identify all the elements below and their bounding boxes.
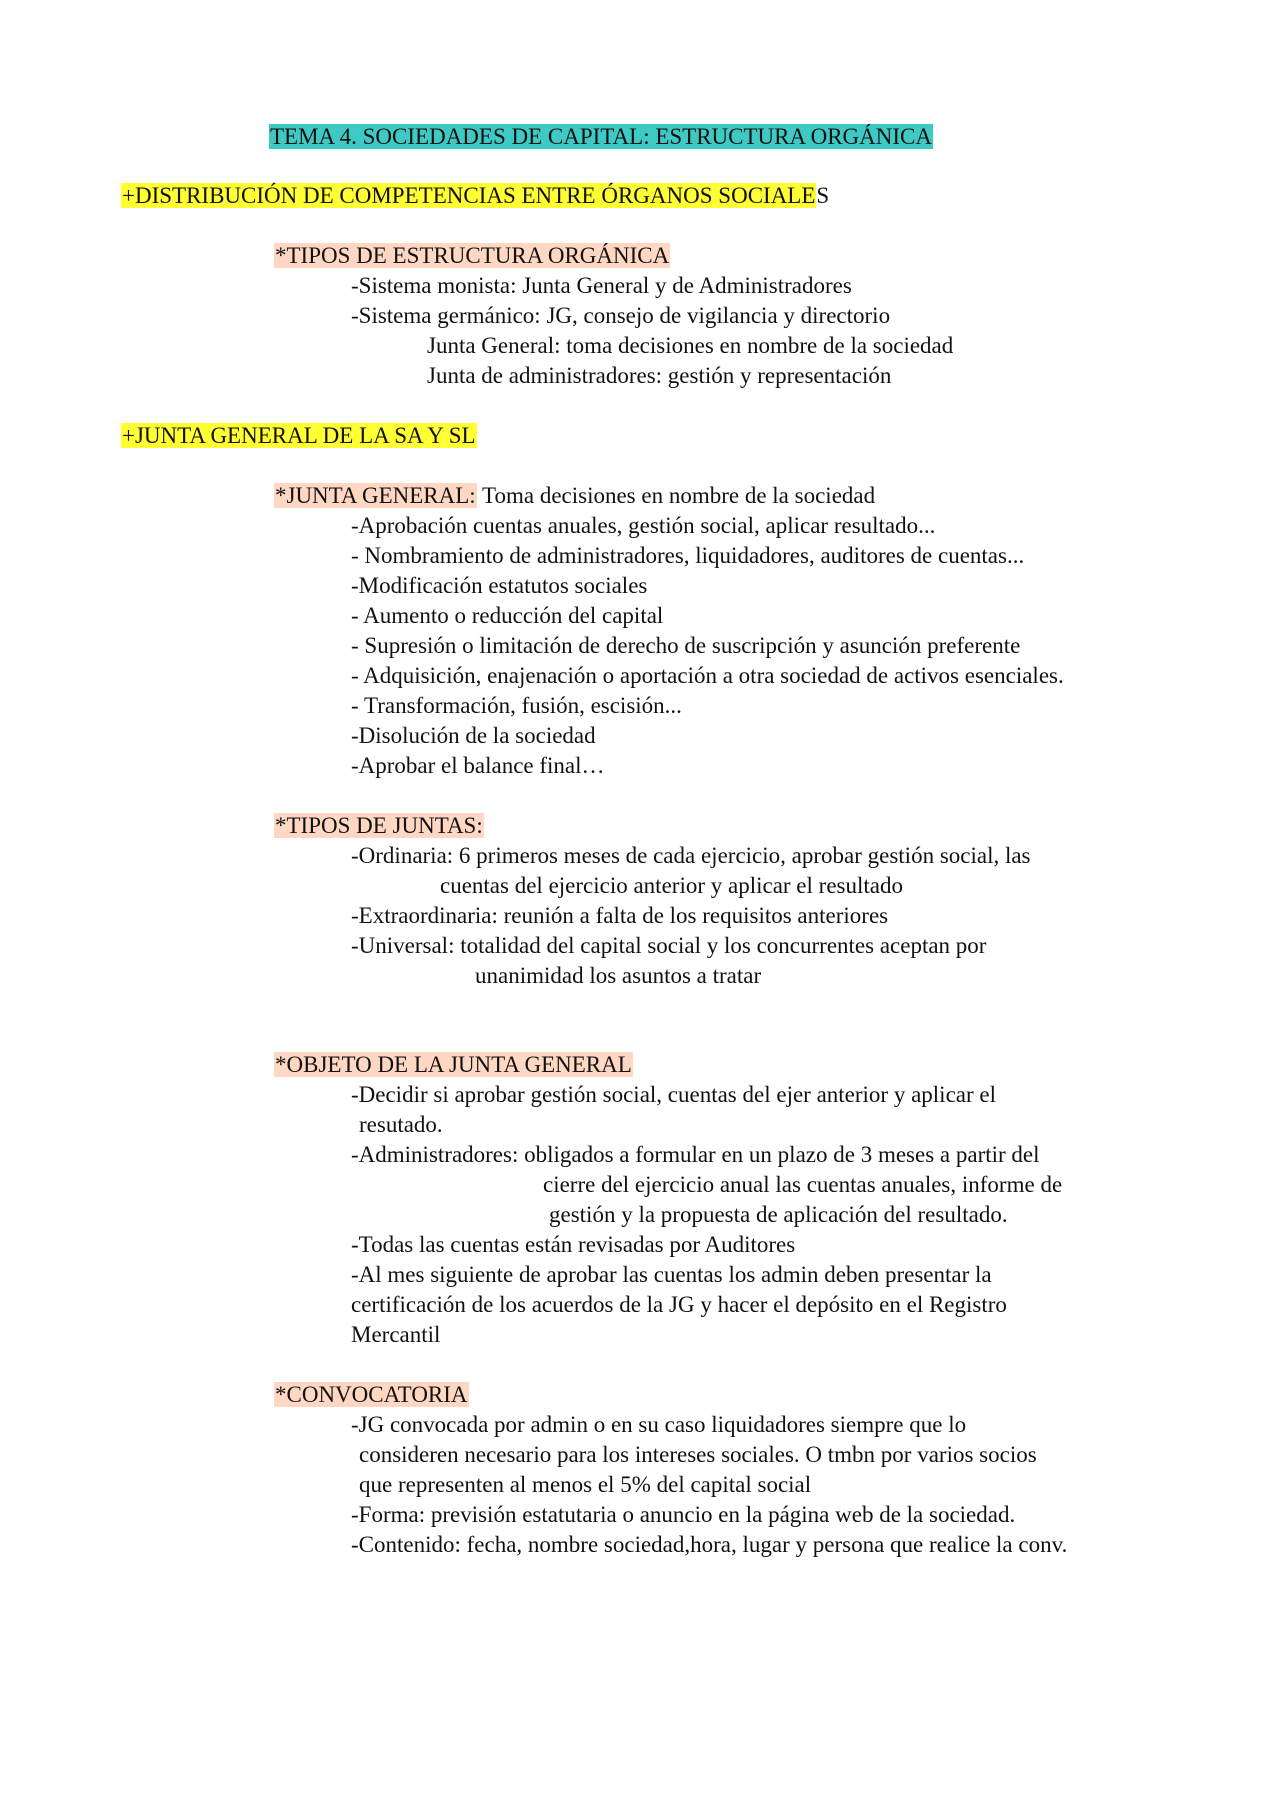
list-item-continuation: cuentas del ejercicio anterior y aplicar el resultado <box>440 873 903 898</box>
list-item-continuation: cierre del ejercicio anual las cuentas anuales, informe de <box>543 1172 1063 1197</box>
page-title-text: TEMA 4. SOCIEDADES DE CAPITAL: ESTRUCTURA ORGÁNICA <box>270 124 932 149</box>
section-heading-distribucion-highlighted: +DISTRIBUCIÓN DE COMPETENCIAS ENTRE ÓRGANOS SOCIALE <box>122 183 816 208</box>
list-item: -Modificación estatutos sociales <box>351 573 648 598</box>
list-item: -Decidir si aprobar gestión social, cuentas del ejer anterior y aplicar el <box>351 1082 996 1107</box>
subsection-heading-convocatoria-text: *CONVOCATORIA <box>275 1382 468 1407</box>
list-item: -Aprobación cuentas anuales, gestión social, aplicar resultado... <box>351 513 936 538</box>
subsection-heading-convocatoria <box>274 1380 469 1410</box>
list-item: -Forma: previsión estatutaria o anuncio en la página web de la sociedad. <box>351 1502 1016 1527</box>
list-item: -Ordinaria: 6 primeros meses de cada ejercicio, aprobar gestión social, las <box>351 843 1031 868</box>
list-item: -Disolución de la sociedad <box>351 723 596 748</box>
subsection-heading-tipos-juntas <box>274 811 484 841</box>
list-item: -Extraordinaria: reunión a falta de los requisitos anteriores <box>351 903 889 928</box>
subsection-heading-tipos-estructura-text: *TIPOS DE ESTRUCTURA ORGÁNICA <box>275 243 670 268</box>
subsection-heading-junta-general <box>274 481 875 511</box>
list-item: -Sistema monista: Junta General y de Administradores <box>351 273 852 298</box>
list-item: -JG convocada por admin o en su caso liquidadores siempre que lo <box>351 1412 967 1437</box>
list-item: -Al mes siguiente de aprobar las cuentas los admin deben presentar la <box>351 1262 992 1287</box>
subsection-heading-objeto <box>274 1050 633 1080</box>
list-item-continuation: consideren necesario para los intereses sociales. O tmbn por varios socios <box>359 1442 1037 1467</box>
list-item-continuation: resutado. <box>359 1112 443 1137</box>
page-title <box>269 122 933 152</box>
list-item-continuation: que representen al menos el 5% del capital social <box>359 1472 812 1497</box>
list-item: - Supresión o limitación de derecho de suscripción y asunción preferente <box>351 633 1021 658</box>
section-heading-distribucion-tail: S <box>816 183 830 208</box>
list-subitem: Junta de administradores: gestión y representación <box>427 363 892 388</box>
list-item-continuation: Mercantil <box>351 1322 441 1347</box>
list-item: -Aprobar el balance final… <box>351 753 605 778</box>
list-item: - Aumento o reducción del capital <box>351 603 664 628</box>
list-item: -Todas las cuentas están revisadas por Auditores <box>351 1232 796 1257</box>
list-item: - Transformación, fusión, escisión... <box>351 693 682 718</box>
list-item-continuation: certificación de los acuerdos de la JG y hacer el depósito en el Registro <box>351 1292 1007 1317</box>
list-item: -Administradores: obligados a formular en un plazo de 3 meses a partir del <box>351 1142 1040 1167</box>
list-item: -Sistema germánico: JG, consejo de vigilancia y directorio <box>351 303 891 328</box>
subsection-heading-junta-general-rest: Toma decisiones en nombre de la sociedad <box>476 483 876 508</box>
section-heading-junta-general-text: +JUNTA GENERAL DE LA SA Y SL <box>122 423 476 448</box>
list-item: - Nombramiento de administradores, liquidadores, auditores de cuentas... <box>351 543 1025 568</box>
subsection-heading-tipos-juntas-text: *TIPOS DE JUNTAS: <box>275 813 483 838</box>
list-subitem: Junta General: toma decisiones en nombre de la sociedad <box>427 333 954 358</box>
section-heading-distribucion <box>121 181 829 211</box>
list-item: -Contenido: fecha, nombre sociedad,hora, lugar y persona que realice la conv. <box>351 1532 1068 1557</box>
list-item-continuation: gestión y la propuesta de aplicación del resultado. <box>549 1202 1008 1227</box>
list-item: -Universal: totalidad del capital social y los concurrentes aceptan por <box>351 933 987 958</box>
list-item: - Adquisición, enajenación o aportación a otra sociedad de activos esenciales. <box>351 663 1064 688</box>
subsection-heading-junta-general-label: *JUNTA GENERAL: <box>275 483 476 508</box>
list-item-continuation: unanimidad los asuntos a tratar <box>475 963 762 988</box>
subsection-heading-objeto-text: *OBJETO DE LA JUNTA GENERAL <box>275 1052 632 1077</box>
section-heading-junta-general <box>121 421 477 451</box>
subsection-heading-tipos-estructura <box>274 241 670 271</box>
